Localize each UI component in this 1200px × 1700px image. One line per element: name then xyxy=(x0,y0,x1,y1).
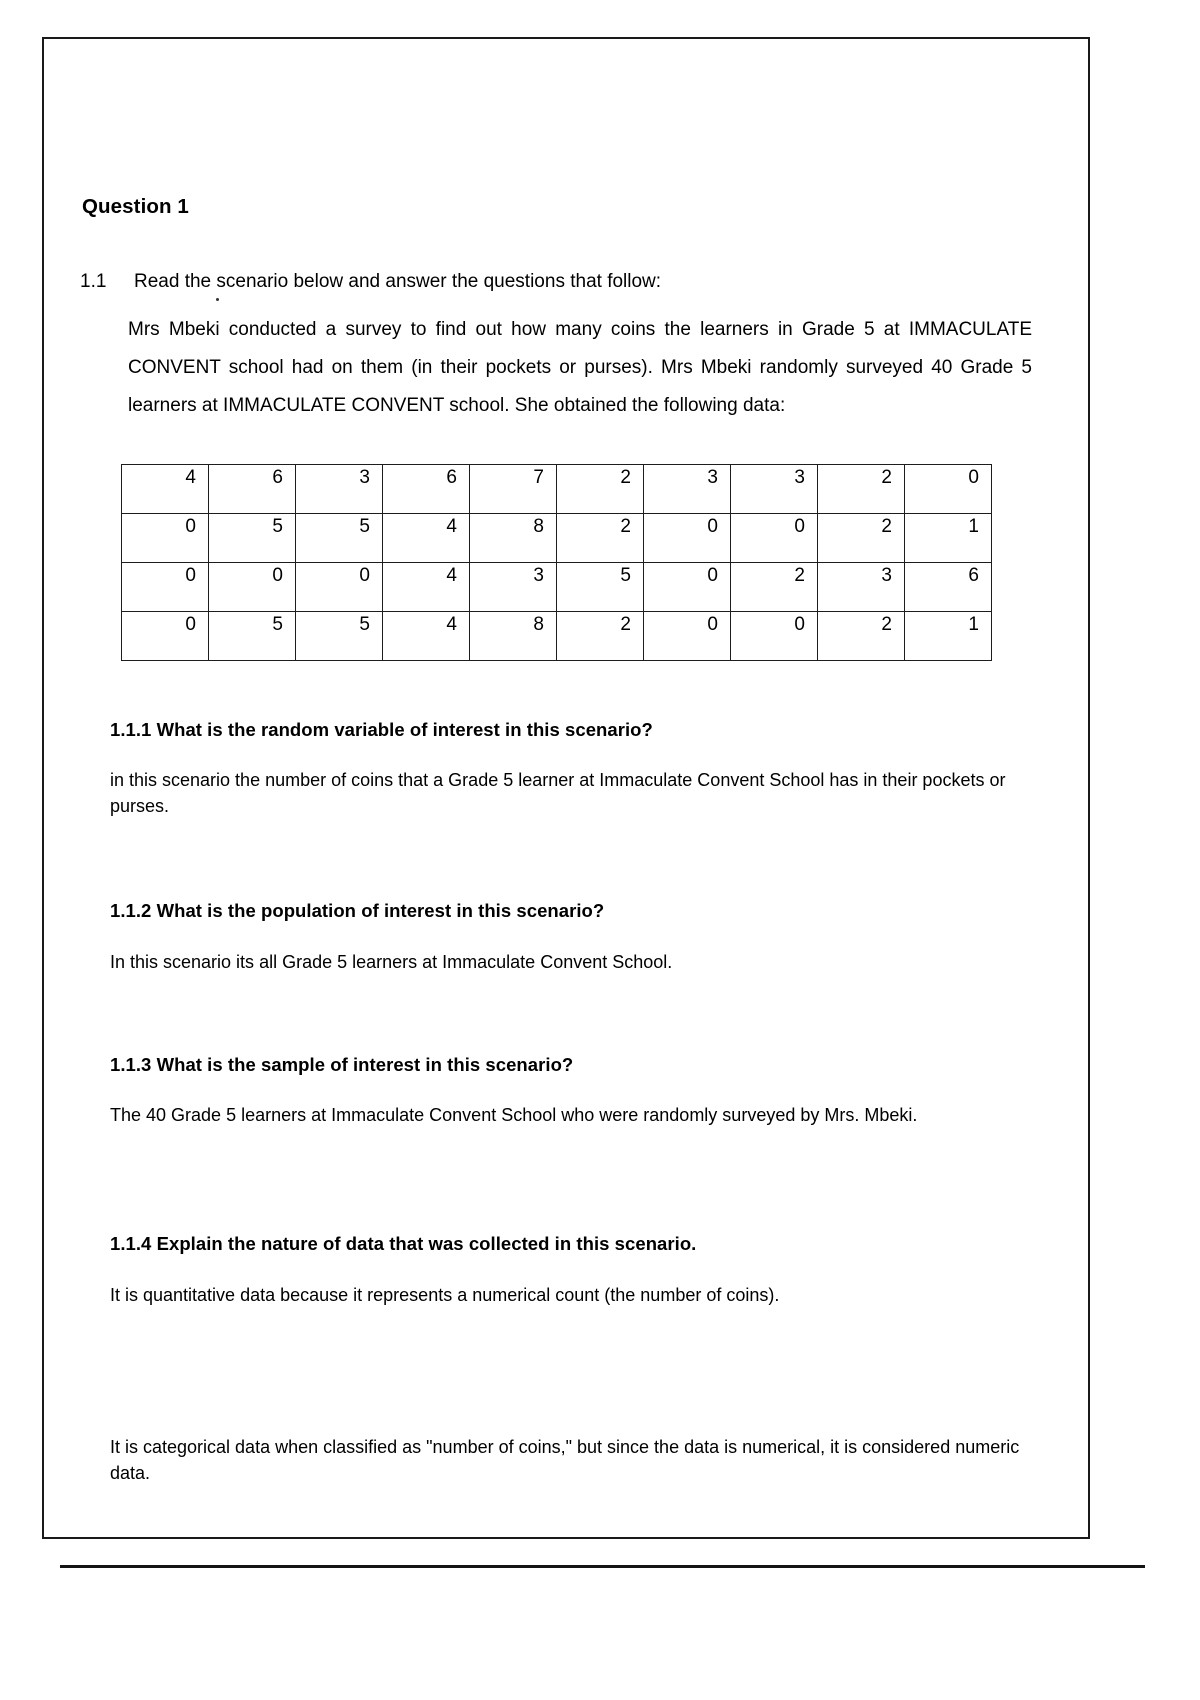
data-cell: 4 xyxy=(383,514,470,563)
data-cell: 4 xyxy=(122,465,209,514)
data-cell: 0 xyxy=(731,612,818,661)
data-cell: 0 xyxy=(122,514,209,563)
data-table-body xyxy=(122,465,992,661)
data-cell: 5 xyxy=(209,612,296,661)
data-cell: 0 xyxy=(905,465,992,514)
data-cell: 1 xyxy=(905,514,992,563)
data-cell: 7 xyxy=(470,465,557,514)
table-row xyxy=(122,465,992,514)
data-cell: 0 xyxy=(644,563,731,612)
data-table-container xyxy=(121,464,992,661)
answer-1-1-2 xyxy=(110,949,1042,975)
data-cell: 5 xyxy=(296,612,383,661)
data-cell: 2 xyxy=(557,465,644,514)
sub-question-1-1-4: 1.1.4 Explain the nature of data that was collected in this scenario. xyxy=(110,1233,697,1254)
data-cell: 5 xyxy=(296,514,383,563)
data-cell: 3 xyxy=(296,465,383,514)
data-cell: 3 xyxy=(731,465,818,514)
data-cell: 4 xyxy=(383,612,470,661)
data-cell: 0 xyxy=(296,563,383,612)
page-bottom-rule xyxy=(60,1565,1145,1568)
data-cell: 4 xyxy=(383,563,470,612)
data-cell: 0 xyxy=(644,514,731,563)
data-cell: 0 xyxy=(209,563,296,612)
data-cell: 0 xyxy=(122,612,209,661)
table-row xyxy=(122,514,992,563)
answer-1-1-1 xyxy=(110,767,1042,819)
data-cell: 3 xyxy=(644,465,731,514)
data-cell: 6 xyxy=(209,465,296,514)
answer-1-1-3 xyxy=(110,1102,1042,1128)
data-cell: 3 xyxy=(818,563,905,612)
answer-text: In this scenario its all Grade 5 learners at Immaculate Convent School. xyxy=(110,952,673,972)
answer-text: The 40 Grade 5 learners at Immaculate Convent School who were randomly surveyed by Mrs. Mbeki. xyxy=(110,1105,918,1125)
data-cell: 1 xyxy=(905,612,992,661)
data-cell: 8 xyxy=(470,514,557,563)
document-page xyxy=(42,37,1090,1539)
data-cell: 2 xyxy=(818,612,905,661)
data-cell: 3 xyxy=(470,563,557,612)
answer-text: It is quantitative data because it represents a numerical count (the number of coins). xyxy=(110,1285,780,1305)
data-cell: 0 xyxy=(731,514,818,563)
table-row xyxy=(122,563,992,612)
data-cell: 8 xyxy=(470,612,557,661)
survey-data-table xyxy=(121,464,992,661)
scan-speck xyxy=(216,298,219,301)
question-instruction: Read the scenario below and answer the questions that follow: xyxy=(134,271,662,292)
data-cell: 2 xyxy=(731,563,818,612)
data-cell: 0 xyxy=(644,612,731,661)
page-content-area xyxy=(44,39,1088,1537)
data-cell: 5 xyxy=(209,514,296,563)
data-cell: 0 xyxy=(122,563,209,612)
table-row xyxy=(122,612,992,661)
answer-text: in this scenario the number of coins that a Grade 5 learner at Immaculate Convent School has in their pockets or purses. xyxy=(110,770,1006,816)
sub-question-1-1-3: 1.1.3 What is the sample of interest in this scenario? xyxy=(110,1054,574,1075)
data-cell: 2 xyxy=(557,612,644,661)
question-number: 1.1 xyxy=(80,271,107,292)
data-cell: 6 xyxy=(905,563,992,612)
answer-text: It is categorical data when classified as "number of coins," but since the data is numerical, it is considered numeric data. xyxy=(110,1437,1020,1483)
data-cell: 6 xyxy=(383,465,470,514)
data-cell: 2 xyxy=(818,514,905,563)
scenario-paragraph xyxy=(128,311,1032,425)
scenario-text: Mrs Mbeki conducted a survey to find out how many coins the learners in Grade 5 at IMMACULATE CONVENT school had on them (in their pockets or purses). Mrs Mbeki randomly surveyed 40 Grade 5 learners at IMMACULATE CONVENT school. She obtained the following data: xyxy=(128,319,1032,416)
data-cell: 5 xyxy=(557,563,644,612)
sub-question-1-1-2: 1.1.2 What is the population of interest in this scenario? xyxy=(110,900,605,921)
sub-question-1-1-1: 1.1.1 What is the random variable of interest in this scenario? xyxy=(110,719,653,740)
answer-1-1-4-additional xyxy=(110,1434,1042,1486)
data-cell: 2 xyxy=(557,514,644,563)
answer-1-1-4 xyxy=(110,1282,1042,1308)
data-cell: 2 xyxy=(818,465,905,514)
page-title: Question 1 xyxy=(82,195,189,218)
